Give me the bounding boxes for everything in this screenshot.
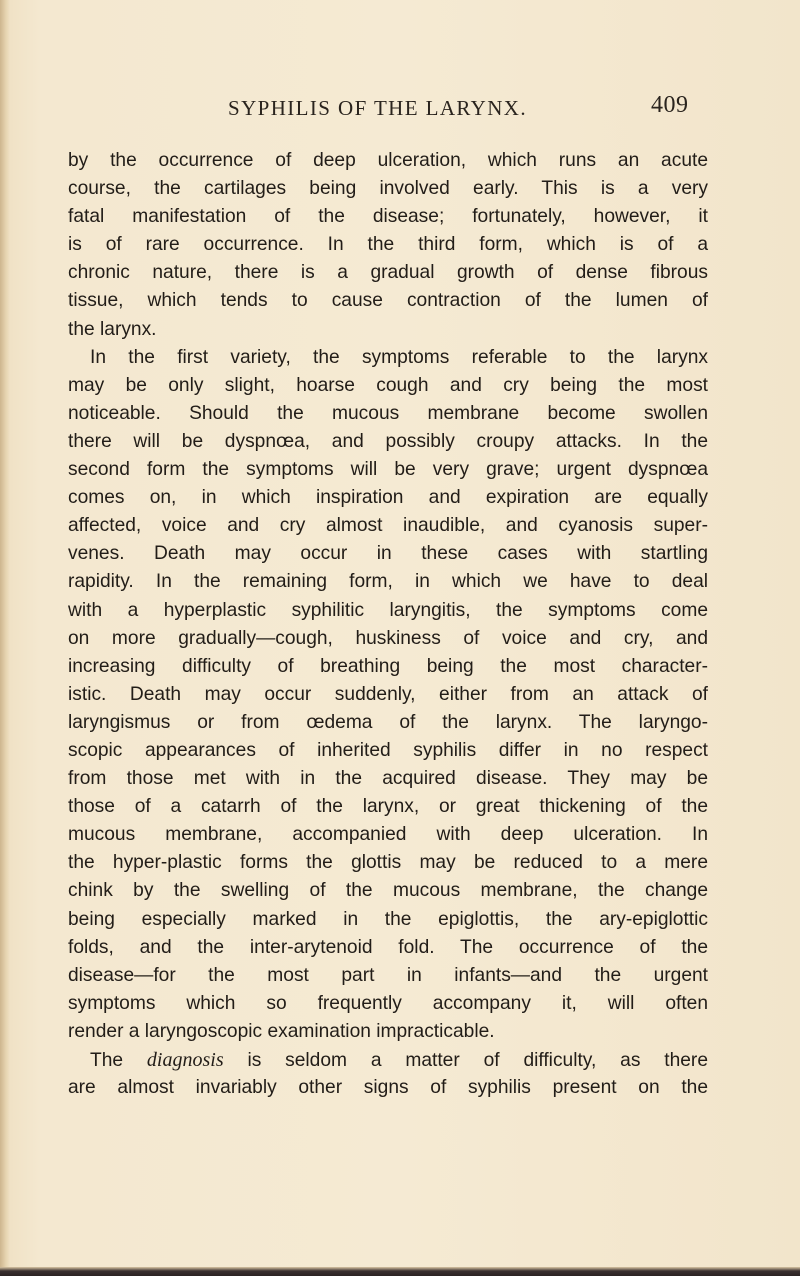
text-line: noticeable. Should the mucous membrane become swollen	[68, 402, 708, 424]
text-line: increasing difficulty of breathing being the most character-	[68, 655, 708, 677]
text-line: venes. Death may occur in these cases with startling	[68, 543, 708, 565]
text-line: are almost invariably other signs of syphilis present on the	[68, 1077, 708, 1099]
running-head-title: SYPHILIS OF THE LARYNX.	[228, 96, 528, 120]
page-bottom-edge	[0, 1267, 800, 1276]
text-line: on more gradually—cough, huskiness of voice and cry, and	[68, 627, 708, 649]
text-line: the larynx.	[68, 318, 157, 340]
text-line: there will be dyspnœa, and possibly croupy attacks. In the	[68, 430, 708, 452]
text-line: those of a catarrh of the larynx, or great thickening of the	[68, 796, 708, 818]
italic-term-diagnosis: diagnosis	[146, 1049, 224, 1071]
text-line: mucous membrane, accompanied with deep ulceration. In	[68, 824, 708, 846]
page-number: 409	[651, 92, 689, 118]
text-line: second form the symptoms will be very grave; urgent dyspnœa	[68, 459, 708, 481]
text-line: from those met with in the acquired disease. They may be	[68, 768, 708, 790]
text-line: affected, voice and cry almost inaudible, and cyanosis super-	[68, 515, 708, 537]
text-line: fatal manifestation of the disease; fortunately, however, it	[68, 206, 708, 228]
text-line: may be only slight, hoarse cough and cry being the most	[68, 374, 708, 396]
text-line: chink by the swelling of the mucous membrane, the change	[68, 880, 708, 902]
text-line: by the occurrence of deep ulceration, which runs an acute	[68, 150, 708, 171]
text-line: rapidity. In the remaining form, in which we have to deal	[68, 571, 708, 593]
running-head	[228, 92, 708, 126]
text-line: render a laryngoscopic examination impracticable.	[68, 1020, 495, 1042]
text-fragment: The	[90, 1050, 147, 1071]
binding-gutter-shadow	[0, 0, 10, 1276]
text-line: tissue, which tends to cause contraction of the lumen of	[68, 290, 708, 312]
text-line	[68, 1046, 708, 1074]
text-line: comes on, in which inspiration and expiration are equally	[68, 487, 708, 509]
text-line: course, the cartilages being involved early. This is a very	[68, 178, 708, 200]
text-line: with a hyperplastic syphilitic laryngitis, the symptoms come	[68, 599, 708, 621]
text-line: folds, and the inter-arytenoid fold. The occurrence of the	[68, 936, 708, 958]
text-line: is of rare occurrence. In the third form, which is of a	[68, 234, 708, 256]
text-fragment: is seldom a matter of difficulty, as there	[223, 1050, 708, 1071]
text-line: disease—for the most part in infants—and the urgent	[68, 964, 708, 986]
text-line: In the first variety, the symptoms referable to the larynx	[90, 346, 708, 368]
text-line: symptoms which so frequently accompany it, will often	[68, 992, 708, 1014]
text-line: istic. Death may occur suddenly, either from an attack of	[68, 683, 708, 705]
text-line: chronic nature, there is a gradual growth of dense fibrous	[68, 262, 708, 284]
text-line: laryngismus or from œdema of the larynx. The laryngo-	[68, 711, 708, 733]
text-line: being especially marked in the epiglottis, the ary-epiglottic	[68, 908, 708, 930]
body-text	[68, 147, 708, 1102]
text-line: scopic appearances of inherited syphilis differ in no respect	[68, 739, 708, 761]
text-line: the hyper-plastic forms the glottis may be reduced to a mere	[68, 852, 708, 874]
